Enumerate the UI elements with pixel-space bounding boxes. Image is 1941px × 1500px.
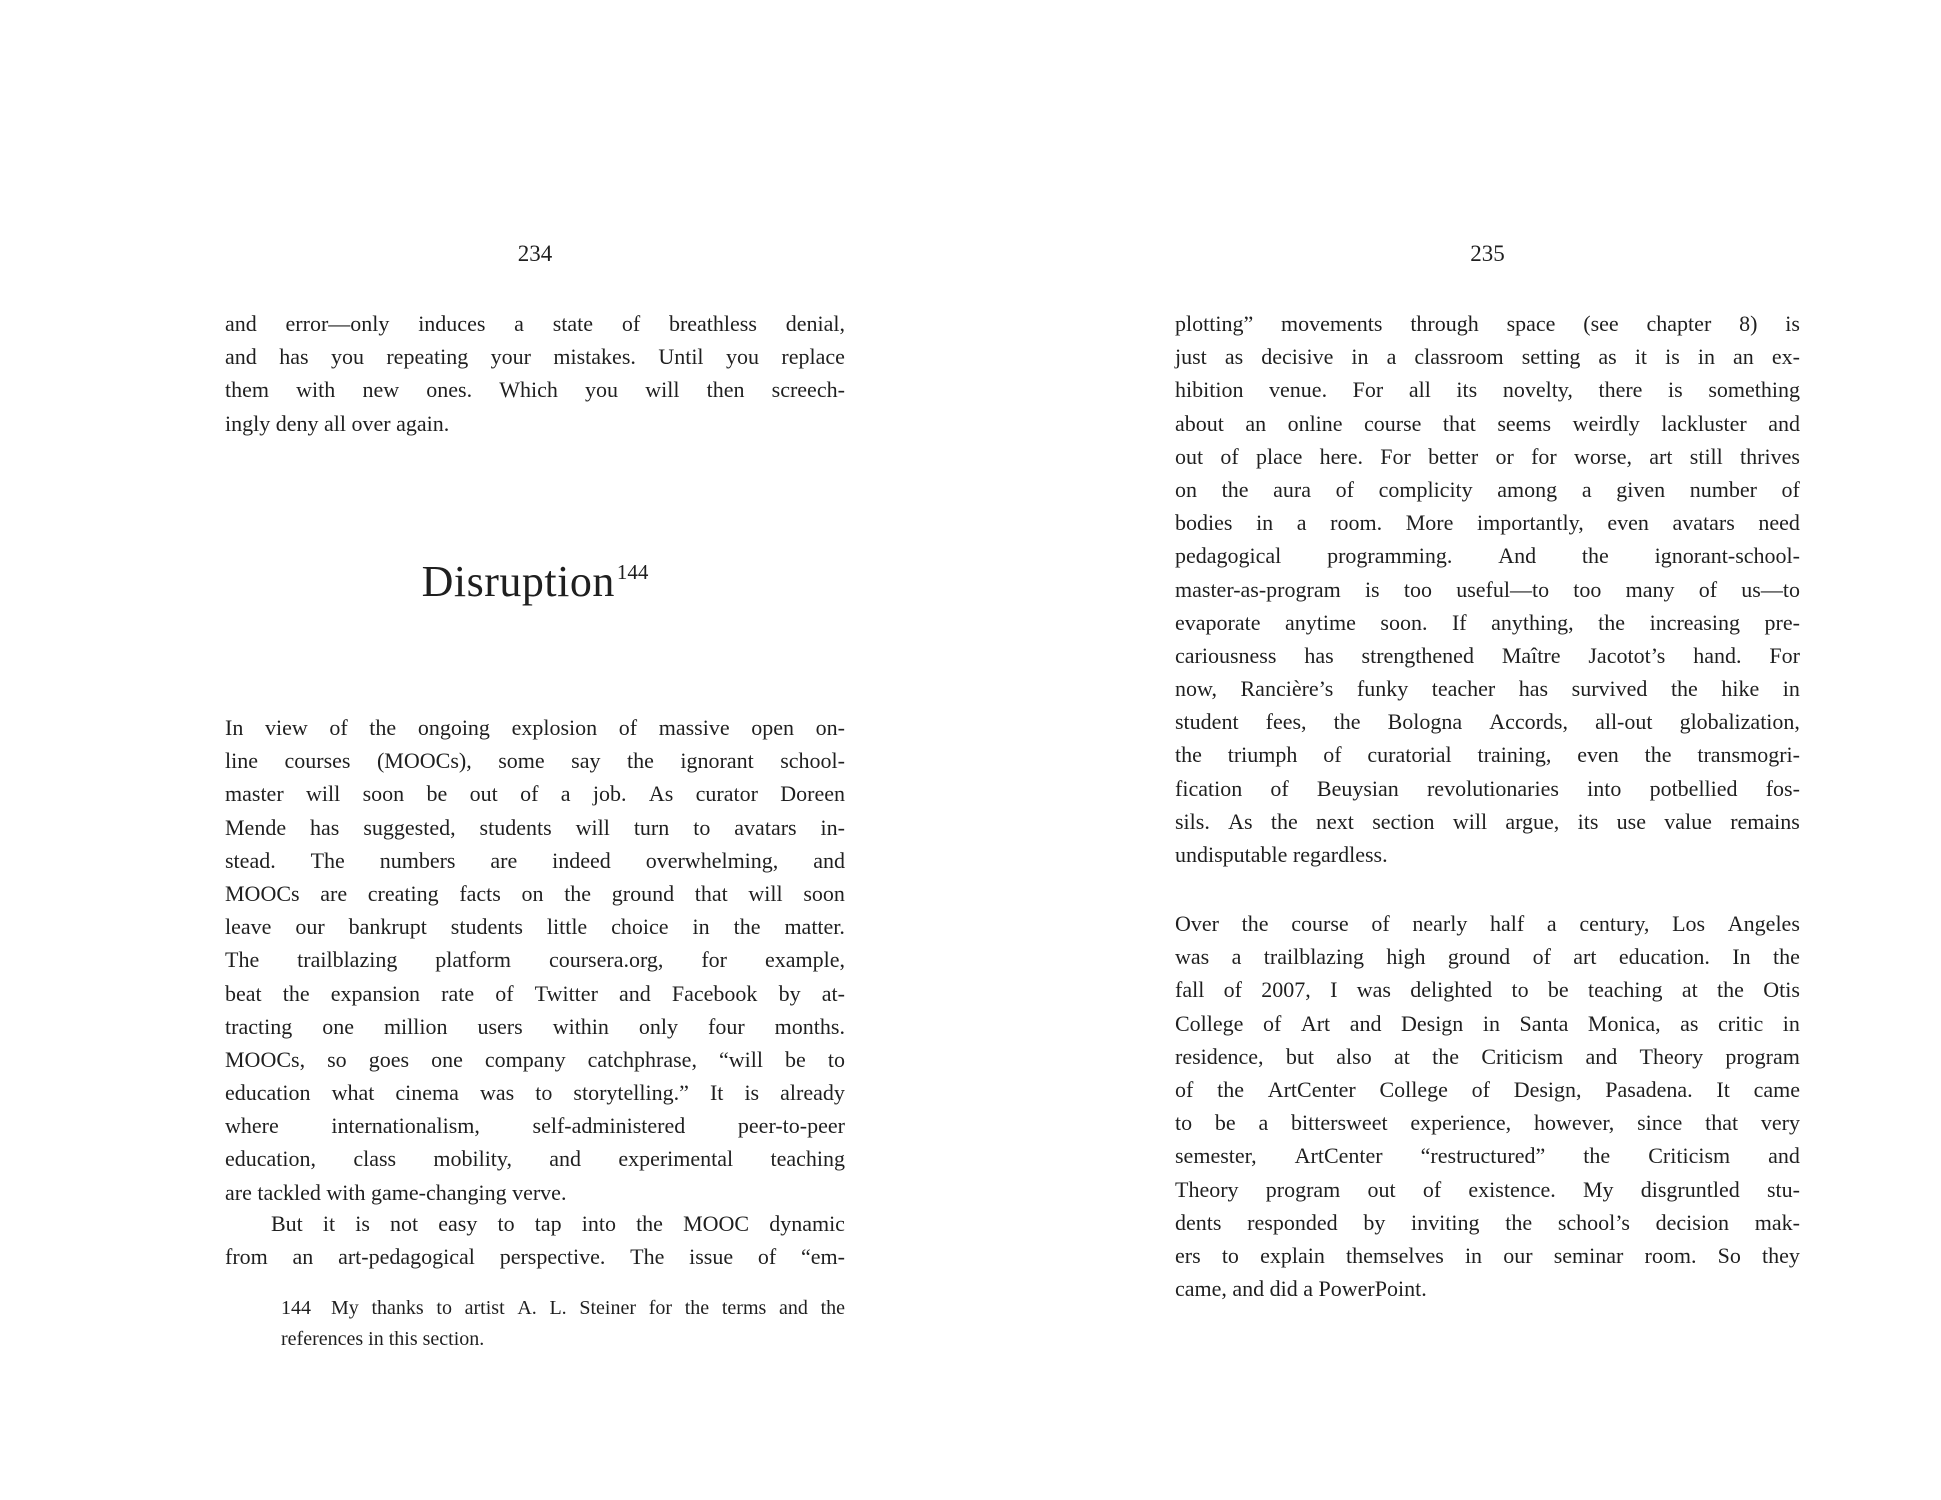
- text-line: In view of the ongoing explosion of massive open on-: [225, 715, 845, 740]
- text-line: Mende has suggested, students will turn to avatars in-: [225, 814, 845, 840]
- text-line: on the aura of complicity among a given number of: [1175, 476, 1800, 502]
- text-line: ingly deny all over again.: [225, 410, 450, 436]
- text-line: of the ArtCenter College of Design, Pasadena. It came: [1175, 1076, 1800, 1102]
- paragraph: [225, 1207, 845, 1273]
- text-line: bodies in a room. More importantly, even avatars need: [1175, 510, 1800, 536]
- text-line: master-as-program is too useful—to too many of us—to: [1175, 576, 1800, 602]
- text-line: to be a bittersweet experience, however, since that very: [1175, 1110, 1800, 1136]
- text-line: semester, ArtCenter “restructured” the Criticism and: [1175, 1143, 1800, 1169]
- text-line: education, class mobility, and experimental teaching: [225, 1146, 845, 1172]
- text-line: residence, but also at the Criticism and Theory program: [1175, 1043, 1800, 1069]
- text-line: fall of 2007, I was delighted to be teaching at the Otis: [1175, 977, 1800, 1003]
- text-line: and error—only induces a state of breathless denial,: [225, 311, 845, 336]
- text-line: and has you repeating your mistakes. Until you replace: [225, 344, 845, 370]
- footnote: [225, 1293, 845, 1355]
- text-line: MOOCs are creating facts on the ground that will soon: [225, 880, 845, 906]
- text-line: master will soon be out of a job. As curator Doreen: [225, 781, 845, 807]
- page-number-left: 234: [517, 241, 553, 266]
- text-line: line courses (MOOCs), some say the ignorant school-: [225, 748, 845, 774]
- text-line: 144 My thanks to artist A. L. Steiner for the terms and the: [281, 1297, 845, 1319]
- text-line: tracting one million users within only four months.: [225, 1013, 845, 1039]
- page-number-right: 235: [1470, 241, 1505, 266]
- text-line: dents responded by inviting the school’s decision mak-: [1175, 1209, 1800, 1235]
- text-line: hibition venue. For all its novelty, there is something: [1175, 377, 1800, 403]
- text-line: MOOCs, so goes one company catchphrase, “will be to: [225, 1046, 845, 1072]
- text-line: the triumph of curatorial training, even the transmogri-: [1175, 742, 1800, 768]
- text-line: out of place here. For better or for worse, art still thrives: [1175, 443, 1800, 469]
- text-line: was a trailblazing high ground of art education. In the: [1175, 944, 1800, 970]
- section-heading-footnote-ref: 144: [616, 560, 649, 584]
- text-line: beat the expansion rate of Twitter and Facebook by at-: [225, 980, 845, 1006]
- page-right: [1175, 0, 1800, 1500]
- text-line: But it is not easy to tap into the MOOC dynamic: [271, 1211, 845, 1236]
- text-line: ers to explain themselves in our seminar room. So they: [1175, 1242, 1800, 1268]
- text-line: pedagogical programming. And the ignorant-school-: [1175, 543, 1800, 569]
- text-line: undisputable regardless.: [1175, 842, 1388, 867]
- text-line: leave our bankrupt students little choice in the matter.: [225, 914, 845, 940]
- text-line: are tackled with game-changing verve.: [225, 1179, 567, 1205]
- section-heading: [225, 556, 845, 615]
- paragraph: [225, 307, 845, 440]
- page-left: [225, 0, 845, 1500]
- text-line: education what cinema was to storytelling.” It is already: [225, 1080, 845, 1106]
- text-line: from an art-pedagogical perspective. The issue of “em-: [225, 1244, 845, 1270]
- text-line: references in this section.: [281, 1328, 485, 1350]
- paragraph: [1175, 907, 1800, 1305]
- text-line: College of Art and Design in Santa Monica, as critic in: [1175, 1010, 1800, 1036]
- text-line: about an online course that seems weirdly lackluster and: [1175, 410, 1800, 436]
- text-line: now, Rancière’s funky teacher has survived the hike in: [1175, 676, 1800, 702]
- text-line: evaporate anytime soon. If anything, the increasing pre-: [1175, 609, 1800, 635]
- text-line: them with new ones. Which you will then screech-: [225, 377, 845, 403]
- text-line: Over the course of nearly half a century, Los Angeles: [1175, 911, 1800, 936]
- paragraph: [1175, 307, 1800, 871]
- text-line: sils. As the next section will argue, its use value remains: [1175, 808, 1800, 834]
- text-line: Theory program out of existence. My disgruntled stu-: [1175, 1176, 1800, 1202]
- text-line: plotting” movements through space (see chapter 8) is: [1175, 311, 1800, 336]
- text-line: stead. The numbers are indeed overwhelming, and: [225, 847, 845, 873]
- text-line: just as decisive in a classroom setting as it is in an ex-: [1175, 344, 1800, 370]
- text-line: student fees, the Bologna Accords, all-out globalization,: [1175, 709, 1800, 735]
- paragraph: [225, 711, 845, 1209]
- section-heading-text: Disruption: [421, 557, 615, 606]
- text-line: where internationalism, self-administered peer-to-peer: [225, 1113, 845, 1139]
- text-line: The trailblazing platform coursera.org, for example,: [225, 947, 845, 973]
- text-line: came, and did a PowerPoint.: [1175, 1276, 1427, 1302]
- text-line: cariousness has strengthened Maître Jacotot’s hand. For: [1175, 642, 1800, 668]
- text-line: fication of Beuysian revolutionaries into potbellied fos-: [1175, 775, 1800, 801]
